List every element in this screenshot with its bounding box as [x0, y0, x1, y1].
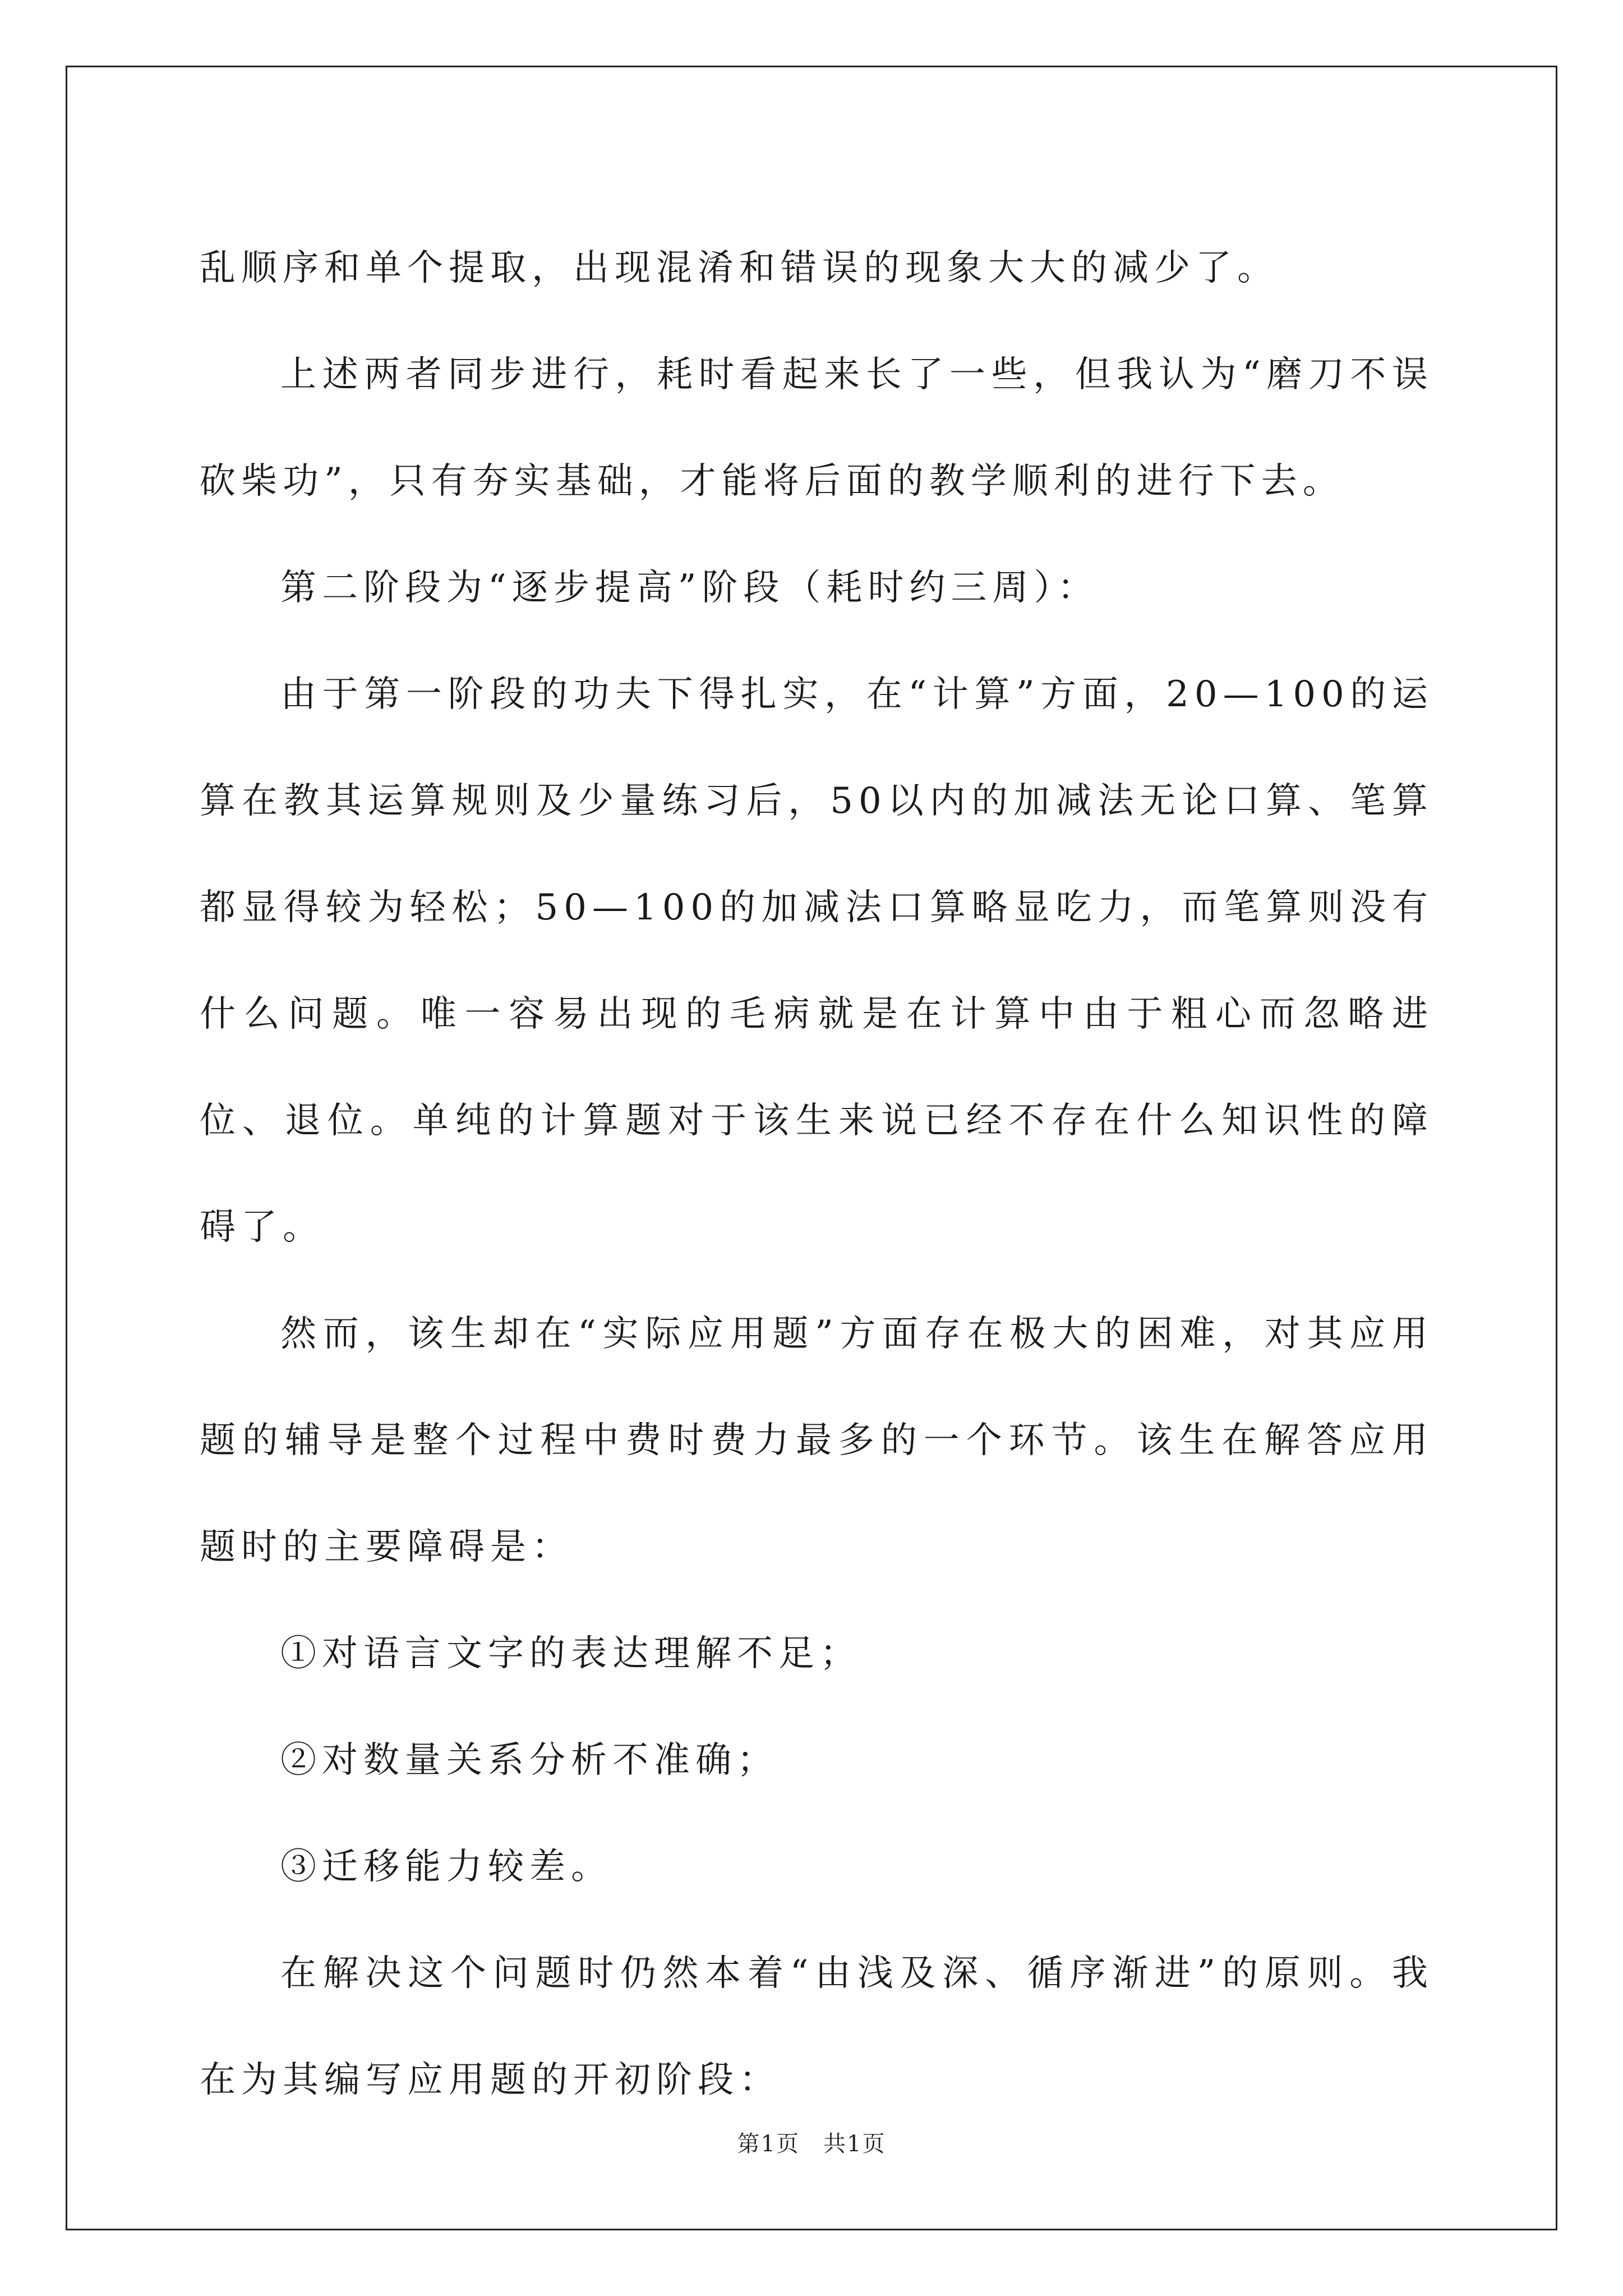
list-item-3: ③迁移能力较差。	[280, 1846, 612, 1888]
paragraph-2: 上述两者同步进行，耗时看起来长了一些，但我认为“磨刀不误砍柴功”，只有夯实基础，才能将后面的教学顺利的进行下去。	[200, 354, 1433, 502]
paragraph-1: 乱顺序和单个提取，出现混淆和错误的现象大大的减少了。	[200, 247, 1279, 289]
paragraph-3: 第二阶段为“逐步提高”阶段（耗时约三周）：	[280, 567, 1099, 609]
list-item-1: ①对语言文字的表达理解不足；	[280, 1633, 861, 1674]
document-body	[200, 215, 1433, 2133]
page-number: 第1页 共1页	[737, 2131, 886, 2157]
list-item-2: ②对数量关系分析不准确；	[280, 1740, 778, 1781]
paragraph-5: 然而，该生却在“实际应用题”方面存在极大的困难，对其应用题的辅导是整个过程中费时费力最多的一个环节。该生在解答应用题时的主要障碍是：	[200, 1313, 1433, 1568]
paragraph-6: 在解决这个问题时仍然本着“由浅及深、循序渐进”的原则。我在为其编写应用题的开初阶段：	[200, 1953, 1433, 2101]
paragraph-4: 由于第一阶段的功夫下得扎实，在“计算”方面，20—100的运算在教其运算规则及少量练习后，50以内的加减法无论口算、笔算都显得较为轻松；50—100的加减法口算略显吃力，而笔算则没有什么问题。唯一容易出现的毛病就是在计算中由于粗心而忽略进位、退位。单纯的计算题对于该生来说已经不存在什么知识性的障碍了。	[200, 674, 1433, 1248]
